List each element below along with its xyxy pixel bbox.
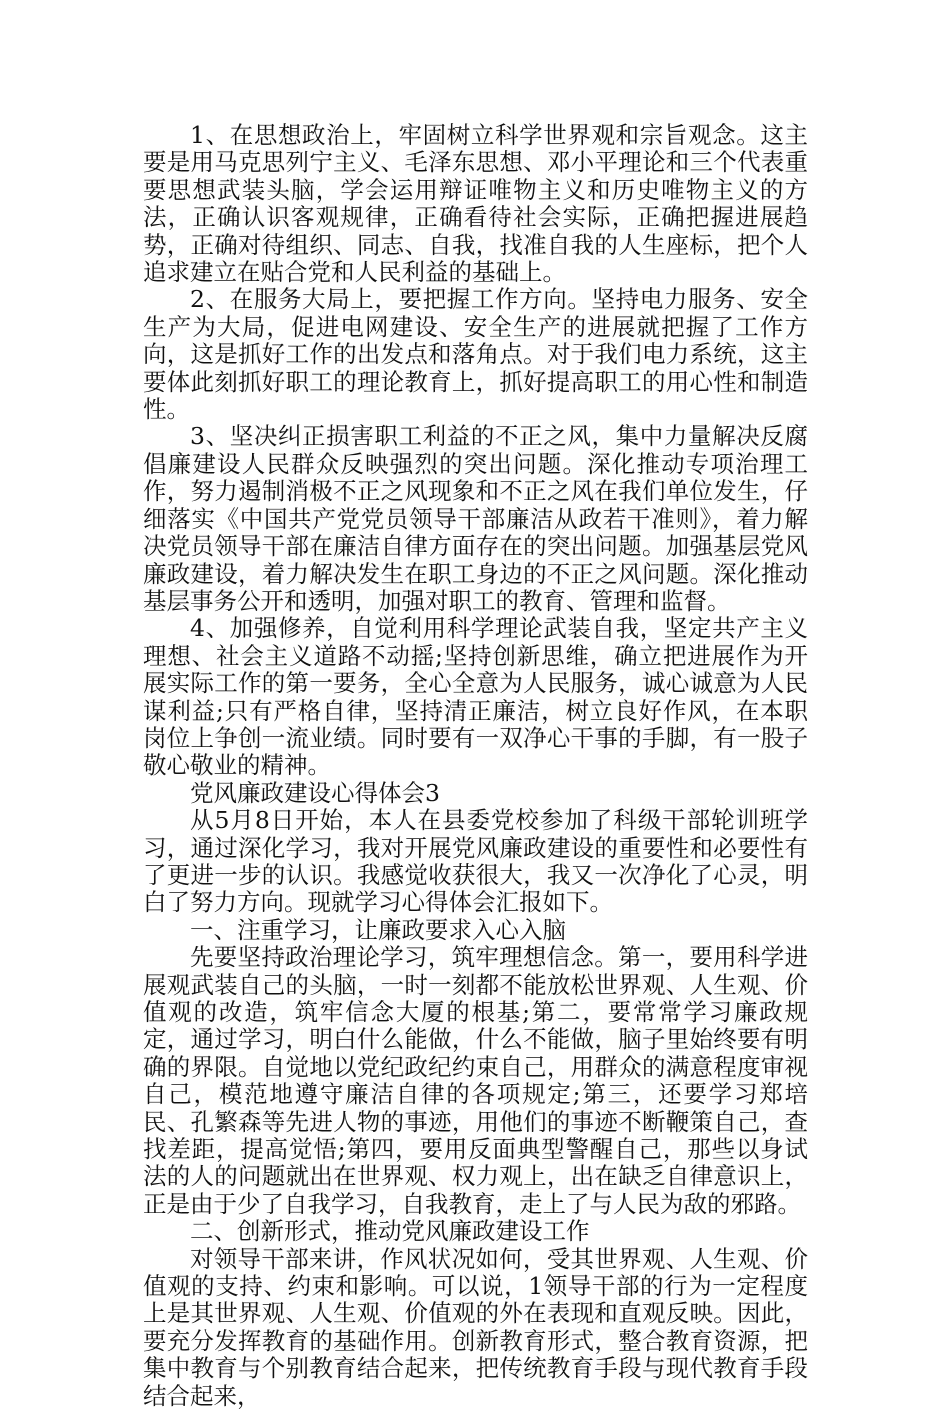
paragraph-4: 4、加强修养，自觉利用科学理论武装自我，坚定共产主义理想、社会主义道路不动摇;坚持创新思维，确立把进展作为开展实际工作的第一要务，全心全意为人民服务，诚心诚意为人民谋利益;只有严格自律，坚持清正廉洁，树立良好作风，在本职岗位上争创一流业绩。同时要有一双净心干事的手脚，有一股子敬心敬业的精神。 (143, 614, 808, 780)
paragraph-6: 先要坚持政治理论学习，筑牢理想信念。第一，要用科学进展观武装自己的头脑，一时一刻都不能放松世界观、人生观、价值观的改造，筑牢信念大厦的根基;第二，要常常学习廉政规定，通过学习，明白什么能做，什么不能做，脑子里始终要有明确的界限。自觉地以党纪政纪约束自己，用群众的满意程度审视自己，模范地遵守廉洁自律的各项规定;第三，还要学习郑培民、孔繁森等先进人物的事迹，用他们的事迹不断鞭策自己，查找差距，提高觉悟;第四，要用反面典型警醒自己，那些以身试法的人的问题就出在世界观、权力观上，出在缺乏自律意识上，正是由于少了自我学习，自我教育，走上了与人民为敌的邪路。 (143, 943, 808, 1218)
subheading-1: 一、注重学习，让廉政要求入心入脑 (190, 915, 566, 944)
paragraph-2: 2、在服务大局上，要把握工作方向。坚持电力服务、安全生产为大局，促进电网建设、安全生产的进展就把握了工作方向，这是抓好工作的出发点和落角点。对于我们电力系统，这主要体此刻抓好职工的理论教育上，抓好提高职工的用心性和制造性。 (143, 285, 808, 424)
paragraph-7: 对领导干部来讲，作风状况如何，受其世界观、人生观、价值观的支持、约束和影响。可以说，1领导干部的行为一定程度上是其世界观、人生观、价值观的外在表现和直观反映。因此，要充分发挥教育的基础作用。创新教育形式，整合教育资源，把集中教育与个别教育结合起来，把传统教育手段与现代教育手段结合起来， (143, 1244, 808, 1410)
paragraph-3: 3、坚决纠正损害职工利益的不正之风，集中力量解决反腐倡廉建设人民群众反映强烈的突出问题。深化推动专项治理工作，努力遏制消极不正之风现象和不正之风在我们单位发生，仔细落实《中国共产党党员领导干部廉洁从政若干准则》，着力解决党员领导干部在廉洁自律方面存在的突出问题。加强基层党风廉政建设，着力解决发生在职工身边的不正之风问题。深化推动基层事务公开和透明，加强对职工的教育、管理和监督。 (143, 422, 808, 615)
document-body (143, 122, 808, 1410)
paragraph-1: 1、在思想政治上，牢固树立科学世界观和宗旨观念。这主要是用马克思列宁主义、毛泽东思想、邓小平理论和三个代表重要思想武装头脑，学会运用辩证唯物主义和历史唯物主义的方法，正确认识客观规律，正确看待社会实际，正确把握进展趋势，正确对待组织、同志、自我，找准自我的人生座标，把个人追求建立在贴合党和人民利益的基础上。 (143, 121, 808, 287)
paragraph-5: 从5月8日开始，本人在县委党校参加了科级干部轮训班学习，通过深化学习，我对开展党风廉政建设的重要性和必要性有了更进一步的认识。我感觉收获很大，我又一次净化了心灵，明白了努力方向。现就学习心得体会汇报如下。 (143, 806, 808, 917)
section-heading: 党风廉政建设心得体会3 (190, 778, 440, 807)
subheading-2: 二、创新形式，推动党风廉政建设工作 (190, 1217, 590, 1246)
